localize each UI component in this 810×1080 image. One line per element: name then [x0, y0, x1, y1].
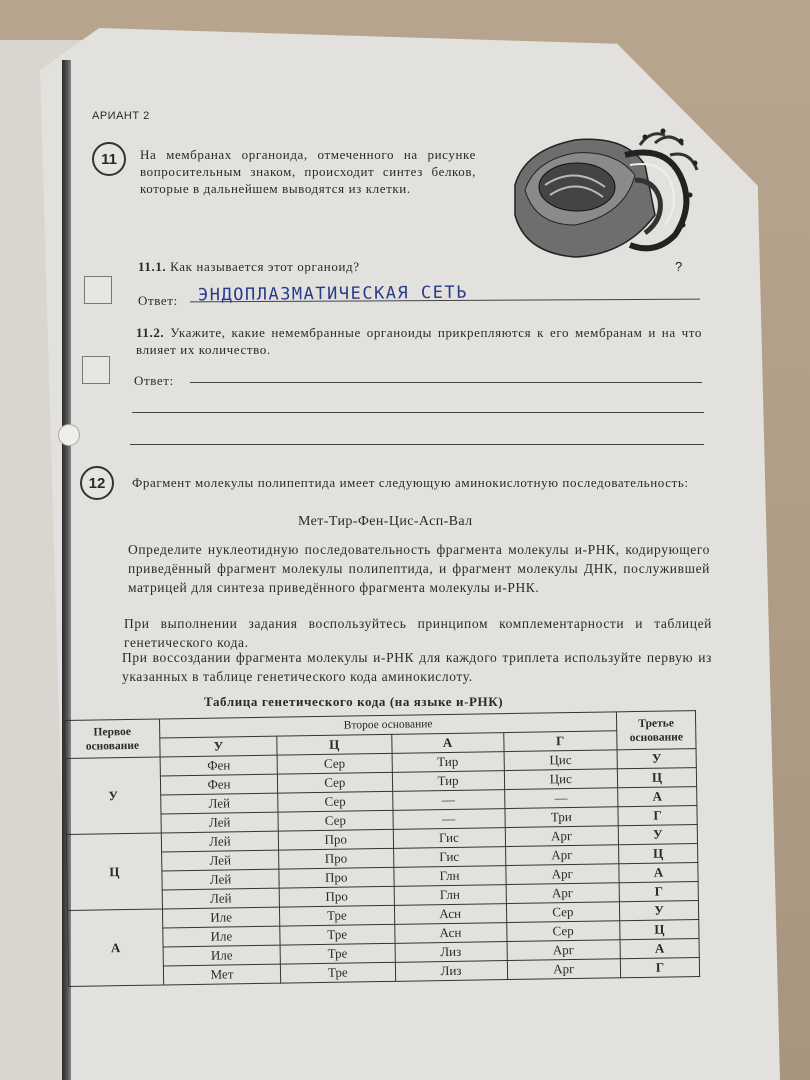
amino-acid-cell: Лей: [161, 793, 278, 814]
amino-acid-cell: Цис: [504, 750, 618, 771]
task-11-intro: На мембранах органоида, отмеченного на рисунке вопросительным знаком, происходит синтез белков, которые в дальнейшем выводятся из клетки.: [140, 147, 476, 196]
amino-acid-cell: —: [392, 790, 504, 811]
amino-acid-cell: Про: [279, 886, 394, 907]
question-11-2-text: Укажите, какие немембранные органоиды прикрепляются к его мембранам и на что влияет их количество.: [136, 325, 702, 357]
task-12-paragraph-1: Определите нуклеотидную последовательность фрагмента молекулы и-РНК, кодирующего приведённый фрагмент молекулы полипептида, и фрагмент молекулы ДНК, послужившей матрицей для синтеза приведённого фрагмента молекулы и-РНК.: [128, 542, 710, 595]
second-base-c: Ц: [277, 734, 392, 755]
amino-acid-cell: Тре: [280, 905, 395, 926]
third-base-cell: Ц: [617, 768, 696, 788]
amino-acid-cell: Арг: [505, 845, 619, 866]
amino-acid-cell: Лиз: [395, 942, 507, 963]
task-12-intro: Фрагмент молекулы полипептида имеет следующую аминокислотную последовательность:: [132, 475, 689, 490]
amino-acid-cell: Гис: [393, 847, 505, 868]
third-base-cell: Г: [620, 958, 699, 978]
question-11-2-label: 11.2.: [136, 325, 165, 340]
third-base-cell: А: [620, 939, 699, 959]
amino-acid-cell: Лей: [162, 869, 279, 890]
answer-11-2-line-2: [132, 412, 704, 413]
first-base-cell: А: [67, 909, 163, 986]
amino-acid-cell: Арг: [507, 940, 621, 961]
amino-acid-cell: Лей: [162, 850, 279, 871]
amino-acid-cell: Лей: [161, 812, 278, 833]
amino-acid-cell: Сер: [506, 902, 620, 923]
genetic-code-table: [64, 710, 700, 987]
score-box-11-1: [84, 276, 112, 304]
amino-acid-cell: Асн: [394, 904, 506, 925]
amino-acid-cell: Глн: [394, 885, 506, 906]
task-12-number: 12: [80, 466, 114, 500]
amino-acid-cell: Сер: [506, 921, 620, 942]
amino-acid-cell: Сер: [278, 791, 393, 812]
amino-acid-cell: Арг: [505, 826, 619, 847]
second-base-u: У: [160, 736, 277, 757]
organelle-figure: [505, 125, 705, 275]
amino-acid-cell: Сер: [277, 753, 392, 774]
genetic-code-table-title: Таблица генетического кода (на языке и-РНК): [204, 694, 504, 709]
first-base-cell: У: [65, 757, 161, 834]
amino-acid-cell: Арг: [506, 883, 620, 904]
figure-question-mark: ?: [675, 259, 683, 274]
amino-acid-cell: Фен: [160, 755, 277, 776]
amino-acid-cell: Тир: [392, 752, 504, 773]
amino-acid-cell: Тре: [280, 943, 395, 964]
variant-header: АРИАНТ 2: [92, 110, 150, 122]
amino-acid-cell: Тир: [392, 771, 504, 792]
task-12-paragraph-2: При выполнении задания воспользуйтесь принципом комплементарности и таблицей генетического кода.: [124, 616, 712, 650]
answer-11-2-line-3: [130, 444, 704, 445]
amino-acid-cell: Фен: [160, 774, 277, 795]
amino-acid-cell: Иле: [162, 907, 279, 928]
amino-acid-cell: Лиз: [395, 961, 507, 982]
question-11-1-text: Как называется этот органоид?: [170, 259, 360, 274]
amino-acid-cell: Про: [278, 829, 393, 850]
amino-acid-cell: Цис: [504, 769, 618, 790]
task-12-paragraph-3: При воссоздании фрагмента молекулы и-РНК для каждого триплета используйте первую из указанных в таблице генетического кода аминокислоту.: [122, 650, 712, 684]
third-base-cell: А: [618, 787, 697, 807]
answer-11-2-line-1: [190, 382, 702, 383]
task-11-number: 11: [92, 142, 126, 176]
amino-acid-cell: Сер: [277, 772, 392, 793]
amino-acid-cell: Три: [505, 807, 619, 828]
amino-acid-cell: Мет: [163, 964, 280, 985]
answer-11-1-handwritten: ЭНДОПЛАЗМАТИЧЕСКАЯ СЕТЬ: [197, 282, 469, 306]
amino-acid-cell: Арг: [507, 959, 621, 980]
second-base-g: Г: [503, 731, 617, 752]
amino-acid-cell: Асн: [394, 923, 506, 944]
amino-acid-cell: Сер: [278, 810, 393, 831]
answer-11-2-label: Ответ:: [134, 373, 174, 388]
amino-acid-cell: Глн: [393, 866, 505, 887]
amino-acid-cell: Тре: [280, 924, 395, 945]
amino-acid-cell: Арг: [505, 864, 619, 885]
amino-acid-cell: —: [504, 788, 618, 809]
punch-hole: [58, 424, 80, 446]
score-box-11-2: [82, 356, 110, 384]
amino-acid-cell: Лей: [161, 831, 278, 852]
first-base-header: Первое основание: [65, 719, 161, 758]
first-base-cell: Ц: [66, 833, 162, 910]
second-base-header: Второе основание: [159, 712, 616, 738]
question-11-2: [136, 324, 702, 358]
amino-acid-cell: Про: [279, 867, 394, 888]
amino-acid-cell: Иле: [163, 926, 280, 947]
third-base-cell: А: [619, 863, 698, 883]
third-base-cell: Ц: [620, 920, 699, 940]
third-base-cell: Г: [618, 806, 697, 826]
third-base-cell: У: [617, 749, 696, 769]
third-base-header: Третье основание: [616, 711, 696, 750]
question-11-1: [138, 258, 360, 275]
amino-acid-cell: —: [393, 809, 505, 830]
amino-acid-cell: Гис: [393, 828, 505, 849]
amino-acid-cell: Про: [279, 848, 394, 869]
amino-acid-cell: Иле: [163, 945, 280, 966]
amino-acid-sequence: Мет-Тир-Фен-Цис-Асп-Вал: [298, 514, 473, 529]
third-base-cell: Г: [619, 882, 698, 902]
amino-acid-cell: Тре: [280, 962, 395, 983]
third-base-cell: Ц: [619, 844, 698, 864]
third-base-cell: У: [619, 901, 698, 921]
second-base-a: А: [391, 733, 503, 754]
question-11-1-label: 11.1.: [138, 259, 167, 274]
third-base-cell: У: [618, 825, 697, 845]
endoplasmic-reticulum-illustration: [515, 129, 698, 258]
amino-acid-cell: Лей: [162, 888, 279, 909]
answer-11-1-label: Ответ:: [138, 293, 178, 308]
